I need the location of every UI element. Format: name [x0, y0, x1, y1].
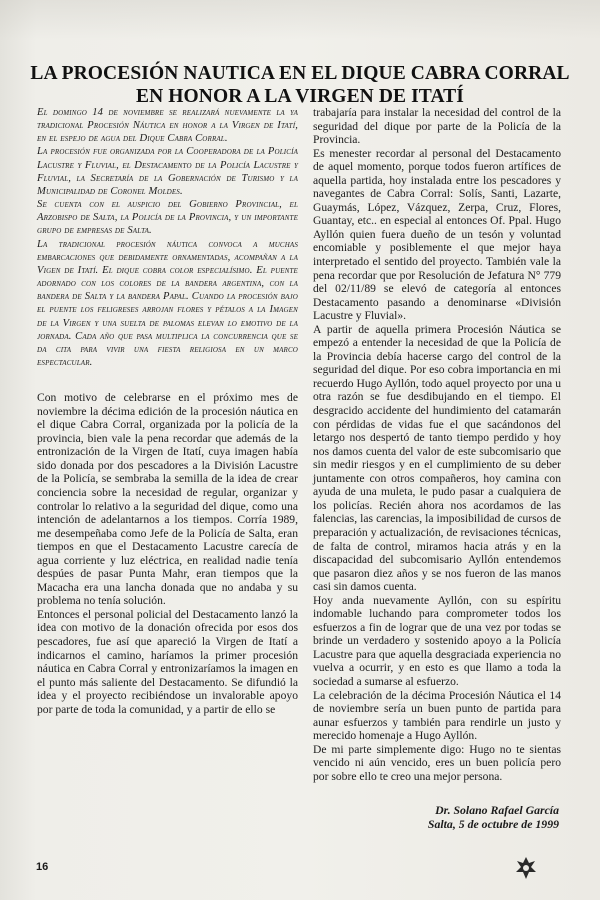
- body-paragraph: Entonces el personal policial del Destacamento lanzó la idea con motivo de la donación ofrecida por esos dos pescadores, fue así que apareció la Virgen de Itatí a indicarnos el camino, haríamos la primer procesión náutica en Cabra Corral y entronizaríamos la imagen en el punto más saliente del Destacamento. Se difundió la idea y el proyecto recibiéndose un invalorable apoyo por parte de toda la comunidad, y a partir de ello se: [37, 607, 298, 716]
- right-body: [313, 106, 561, 783]
- body-paragraph: La celebración de la décima Procesión Náutica el 14 de noviembre sería un buen punto de partida para aunar esfuerzos y también para rendirle un justo y merecido homenaje a Hugo Ayllón.: [313, 688, 561, 743]
- body-paragraph: trabajaría para instalar la necesidad del control de la seguridad del dique por parte de la Policía de la Provincia.: [313, 106, 561, 147]
- body-paragraph: Es menester recordar al personal del Destacamento de aquel momento, porque todos fueron artífices de aquella partida, hoy instalada entre los pescadores y navegantes de Cabra Corral: Solís, Santi, Lazarte, Guaymás, López, Vázquez, Zerpa, Cruz, Flores, Guantay, etc.. en especial al entonces Of. Ppal. Hugo Ayllón quien fuera dueño de un tesón y voluntad encomiable y posiblemente el que mejor haya interpretado el sentido del proyecto. También vale la pena recordar que por Resolución de Jefatura N° 779 del 02/11/89 se elevó de categoría al entonces Destacamento pasando a denominarse «División Lacustre y Fluvial».: [313, 146, 561, 323]
- intro-paragraph: La tradicional procesión náutica convoca a muchas embarcaciones que debidamente ornamentadas, acompañan a la Vigen de Itatí. El dique cobra color especialísimo. El puente adornado con los colores de la bandera argentina, con la bandera de Salta y la bandera Papal. Cuando la procesión bajo el puente los feligreses arrojan flores y pétalos a la Imagen de la Virgen y una suelta de palomas elevan lo emotivo de la jornada. Cada año que pasa multiplica la concurrencia que se da cita para vivir una fiesta religiosa en un marco espectacular.: [37, 238, 298, 368]
- article-intro: [37, 106, 298, 369]
- body-paragraph: Con motivo de celebrarse en el próximo mes de noviembre la décima edición de la procesión náutica en el dique Cabra Corral, organizada por la policía de la provincia, bien vale la pena recordar que además de la entronización de la Virgen de Itatí, cuya imagen había sido donada por dos pescadores a la División Lacustre de la Policía, se sembraba la semilla de la idea de crear conciencia sobre la necesidad de regular, organizar y controlar lo relativo a la seguridad del dique, como una intención de adelantarnos a los tiempos. Corría 1989, me desempeñaba como Jefe de la Policía de Salta, eran tiempos en que el Destacamento Lacustre carecía de agua corriente y luz eléctrica, en realidad nadie tenía despúes de pasar Punta Mahr, eran tiempos que la Macacha era una lancha donada que no andaba y su problema no tenía solución.: [37, 391, 298, 608]
- article-title: [20, 62, 580, 108]
- author-name: Dr. Solano Rafael García: [435, 803, 559, 818]
- body-paragraph: De mi parte simplemente digo: Hugo no te sientas vencido ni aún vencido, eres un buen policía pero por sobre ello te creo una mejor persona.: [313, 742, 561, 783]
- intro-paragraph: La procesión fue organizada por la Cooperadora de la Policía Lacustre y Fluvial, el Destacamento de la Policía Lacustre y Fluvial, la Secretaría de la Gobernación de Turismo y la Municipalidad de Coronel Moldes.: [37, 146, 298, 197]
- page-number: 16: [36, 861, 49, 873]
- right-column: [313, 106, 561, 831]
- police-emblem-icon: [513, 855, 539, 881]
- signature-date: Salta, 5 de octubre de 1999: [427, 817, 559, 832]
- left-body: [37, 391, 298, 716]
- title-line-1: LA PROCESIÓN NAUTICA EN EL DIQUE CABRA CORRAL: [30, 63, 570, 84]
- intro-paragraph: El domingo 14 de noviembre se realizará nuevamente la ya tradicional Procesión Náutica en honor a la Virgen de Itatí, en el espejo de agua del Dique Cabra Corral.: [37, 107, 298, 145]
- body-paragraph: A partir de aquella primera Procesión Náutica se empezó a entender la necesidad de que la Policía de la Provincia debía hacerse cargo del control de la seguridad del dique. Por eso cobra importancia en mi recuerdo Hugo Ayllón, todo aquel proyecto por una u otra razón se fue desdibujando en el tiempo. El desgracido accidente del hundimiento del catamarán con pérdidas de vidas fue el que sacándonos del letargo nos despertó de tanto tiempo perdido y hoy nos damos cuenta del valor de este subcomisario que sin medir riesgos y en el cumplimiento de su deber juntamente con otros compañeros, hoy camina con ayuda de una muleta, le pudo pasar a cualquiera de los policías. Recién ahora nos acordamos de las falencias, las carencias, la imposibilidad de cursos de preparación y actualización, de revisaciones técnicas, de falta de control, miramos hacia atrás y en la discapacidad del subcomisario Ayllón entendemos que pasaron diez años y se nos fueron de las manos casi sin damos cuenta.: [313, 322, 561, 594]
- intro-paragraph: Se cuenta con el auspicio del Gobierno Provincial, el Arzobispo de Salta, la Policía de la Provincia, y un importante grupo de empresas de Salta.: [37, 199, 298, 237]
- left-column: [37, 106, 298, 716]
- title-line-2: EN HONOR A LA VIRGEN DE ITATÍ: [136, 86, 464, 107]
- article-signature: [313, 803, 561, 831]
- page-top-shadow: [0, 0, 600, 40]
- body-paragraph: Hoy anda nuevamente Ayllón, con su espíritu indomable luchando para comprometer todos los esfuerzos a fin de lograr que de una vez por todas se brinde un verdadero y sostenido apoyo a la Policía Lacustre para que aquella desgraciada experiencia no vuelva a ocurrir, y en esto es que llamo a toda la sociedad a sumarse al esfuerzo.: [313, 593, 561, 688]
